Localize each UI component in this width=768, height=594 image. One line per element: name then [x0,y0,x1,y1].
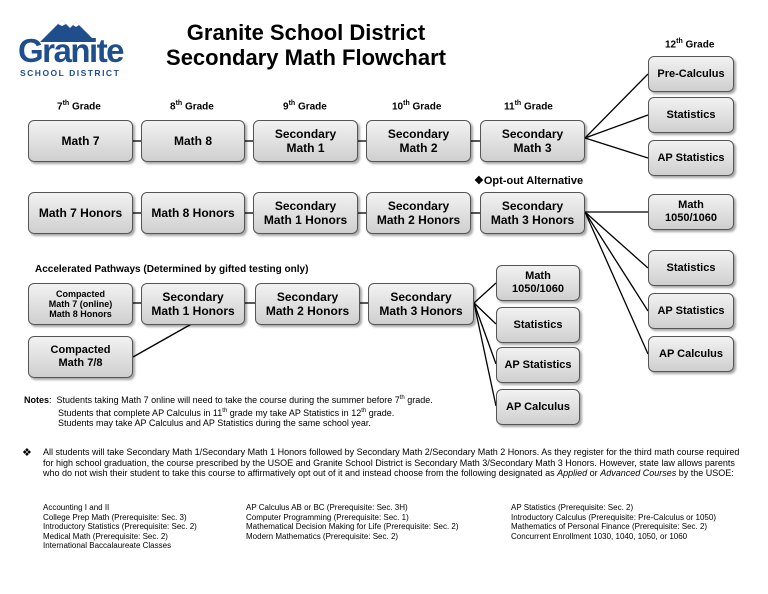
notes-block [24,393,494,429]
district-logo [18,14,138,78]
box-secondary-math-1-honors: Secondary Math 1 Honors [253,192,358,234]
course-list-col-2 [246,503,508,541]
grade-header-8: 8th Grade [170,100,214,113]
title-line-2: Secondary Math Flowchart [166,45,446,70]
grade-header-9: 9th Grade [283,100,327,113]
box-math-8: Math 8 [141,120,245,162]
box-accel-statistics: Statistics [496,307,580,343]
box-statistics-lower: Statistics [648,250,734,286]
list-item: Concurrent Enrollment 1030, 1040, 1050, or 1060 [511,531,688,541]
box-secondary-math-3-honors: Secondary Math 3 Honors [480,192,585,234]
box-accel-secondary-math-1-honors: Secondary Math 1 Honors [141,283,245,325]
grade-header-7: 7th Grade [57,100,101,113]
list-item: Mathematics of Personal Finance (Prerequisite: Sec. 2) [511,522,708,532]
list-item: AP Statistics (Prerequisite: Sec. 2) [511,503,634,512]
box-secondary-math-2: Secondary Math 2 [366,120,471,162]
accelerated-heading: Accelerated Pathways (Determined by gifted testing only) [35,264,309,275]
notes-line-2: Students that complete AP Calculus in 11th grade my take AP Statistics in 12th grade. [58,407,395,418]
logo-subtitle: SCHOOL DISTRICT [20,68,121,78]
list-item: Mathematical Decision Making for Life (Prerequisite: Sec. 2) [246,522,459,532]
box-secondary-math-2-honors: Secondary Math 2 Honors [366,192,471,234]
page-title [150,20,462,70]
box-ap-calculus-upper: AP Calculus [648,336,734,372]
notes-line-3: Students may take AP Calculus and AP Statistics during the same school year. [58,418,371,428]
box-ap-statistics-upper: AP Statistics [648,140,734,176]
box-accel-ap-calculus: AP Calculus [496,389,580,425]
box-math-7-honors: Math 7 Honors [28,192,133,234]
diamond-bullet-icon: ❖ [22,447,32,459]
course-list-col-3 [511,503,761,541]
list-item: International Baccalaureate Classes [43,541,172,551]
box-secondary-math-1: Secondary Math 1 [253,120,358,162]
title-line-1: Granite School District [186,20,426,45]
box-ap-statistics-lower: AP Statistics [648,293,734,329]
box-accel-math-1050-1060: Math 1050/1060 [496,265,580,301]
list-item: Introductory Calculus (Prerequisite: Pre-Calculus or 1050) [511,512,716,522]
box-compacted-math-7-8: Compacted Math 7/8 [28,336,133,378]
box-statistics-upper: Statistics [648,97,734,133]
diamond-bullet-icon: ❖ [474,175,484,187]
box-pre-calculus: Pre-Calculus [648,56,734,92]
list-item: AP Calculus AB or BC (Prerequisite: Sec. 3H) [246,503,408,512]
notes-label: Notes [24,395,50,405]
opt-out-label: ❖Opt-out Alternative [474,175,584,187]
list-item: Computer Programming (Prerequisite: Sec. 1) [246,512,409,522]
logo-name: Granite [18,32,124,69]
opt-out-paragraph: All students will take Secondary Math 1/Secondary Math 1 Honors followed by Secondary Math 2/Secondary Math 2 Honors. As they register for the third math course required for high school graduation, the course prescribed by the USOE and Granite School District is Secondary Math 3/Secondary Math 3 Honors. However, state law allows parents who do not wish their student to take this course to affirmatively opt out of it and instead choose from the following designated as Applied or Advanced Courses by the USOE: [43,447,740,478]
list-item: College Prep Math (Prerequisite: Sec. 3) [43,512,187,522]
grade-header-12: 12th Grade [665,38,715,51]
box-compacted-math-7-online: Compacted Math 7 (online) Math 8 Honors [28,283,133,325]
notes-line-1: Notes: Students taking Math 7 online will need to take the course during the summer before 7th grade. [24,395,433,405]
box-math-1050-1060: Math 1050/1060 [648,194,734,230]
box-math-7: Math 7 [28,120,133,162]
grade-header-11: 11th Grade [504,100,553,113]
list-item: Introductory Statistics (Prerequisite: Sec. 2) [43,522,197,532]
box-math-8-honors: Math 8 Honors [141,192,245,234]
list-item: Modern Mathematics (Prerequisite: Sec. 2) [246,531,399,541]
course-list-col-1 [43,503,243,551]
list-item: Medical Math (Prerequisite: Sec. 2) [43,531,168,541]
box-accel-secondary-math-2-honors: Secondary Math 2 Honors [255,283,360,325]
box-accel-ap-statistics: AP Statistics [496,347,580,383]
box-secondary-math-3: Secondary Math 3 [480,120,585,162]
list-item: Accounting I and II [43,503,110,512]
box-accel-secondary-math-3-honors: Secondary Math 3 Honors [368,283,474,325]
grade-header-10: 10th Grade [392,100,442,113]
